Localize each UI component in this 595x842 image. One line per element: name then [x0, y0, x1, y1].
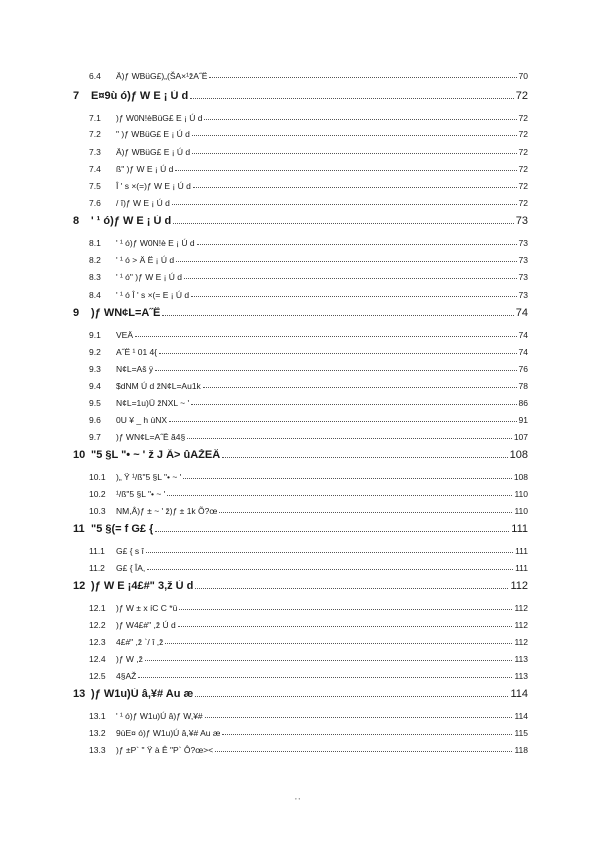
toc-entry-title: )ƒ W4£#" ,ž Ú d: [116, 620, 176, 630]
dot-leader: [135, 336, 517, 337]
toc-entry-page: 113: [514, 671, 528, 681]
toc-entry-page: 73: [518, 238, 528, 248]
toc-entry-page: 70: [518, 71, 528, 81]
dot-leader: [167, 495, 512, 496]
toc-entry-title: N¢L=Aš ÿ: [116, 364, 154, 374]
dot-leader: [178, 626, 513, 627]
toc-entry-number: 13: [73, 688, 86, 700]
toc-entry-title: G£ { s î: [116, 546, 144, 556]
toc-entry-number: 12: [73, 580, 86, 592]
dot-leader: [138, 677, 512, 678]
toc-entry-number: 9.4: [89, 381, 101, 391]
toc-section-entry[interactable]: [89, 546, 528, 556]
toc-section-entry[interactable]: [89, 71, 528, 81]
toc-entry-number: 6.4: [89, 71, 101, 81]
toc-entry-title: )ƒ W E ¡4£#" 3,ž Ú d: [91, 580, 194, 592]
toc-section-entry[interactable]: [89, 147, 528, 157]
toc-section-entry[interactable]: [89, 620, 528, 630]
toc-section-entry[interactable]: [89, 506, 528, 516]
dot-leader: [179, 609, 512, 610]
toc-section-entry[interactable]: [89, 238, 528, 248]
toc-entry-title: 4£#" ,ž `/ î ,ž: [116, 637, 164, 647]
toc-section-entry[interactable]: [89, 415, 528, 425]
toc-entry-page: 72: [518, 147, 528, 157]
toc-entry-title: ß" )ƒ W E ¡ Ú d: [116, 164, 174, 174]
toc-entry-number: 8.2: [89, 255, 101, 265]
toc-entry-number: 12.3: [89, 637, 106, 647]
toc-entry-page: 72: [518, 129, 528, 139]
dot-leader: [183, 478, 511, 479]
toc-entry-number: 8.3: [89, 272, 101, 282]
toc-entry-page: 73: [518, 290, 528, 300]
toc-entry-page: 111: [515, 546, 528, 556]
page-footer: ' ': [295, 798, 300, 805]
toc-section-entry[interactable]: [89, 272, 528, 282]
toc-entry-title: )ƒ WN¢L=A˝Ë: [91, 307, 161, 319]
toc-entry-page: 113: [514, 654, 528, 664]
toc-entry-page: 112: [514, 620, 528, 630]
dot-leader: [184, 278, 516, 279]
toc-section-entry[interactable]: [89, 728, 528, 738]
toc-entry-page: 110: [514, 489, 528, 499]
toc-entry-page: 78: [518, 381, 528, 391]
toc-entry-page: 72: [518, 198, 528, 208]
dot-leader: [222, 457, 507, 458]
toc-section-entry[interactable]: [89, 364, 528, 374]
toc-entry-page: 112: [514, 637, 528, 647]
toc-section-entry[interactable]: [89, 489, 528, 499]
toc-entry-page: 76: [518, 364, 528, 374]
toc-section-entry[interactable]: [89, 603, 528, 613]
dot-leader: [165, 643, 512, 644]
toc-entry-number: 10.2: [89, 489, 106, 499]
toc-entry-title: ' ¹ ó)ƒ W0N!è E ¡ Ú d: [116, 238, 195, 248]
toc-entry-number: 8.1: [89, 238, 101, 248]
toc-section-entry[interactable]: [89, 164, 528, 174]
toc-entry-title: "5 §(= f G£ {: [91, 523, 154, 535]
toc-entry-page: 114: [514, 711, 528, 721]
toc-entry-number: 11: [73, 523, 85, 535]
toc-entry-title: Ä)ƒ WBüG£)„(ŠA×¹žA˝Ë: [116, 71, 208, 81]
toc-entry-page: 110: [514, 506, 528, 516]
toc-entry-page: 74: [518, 330, 528, 340]
toc-entry-number: 7.1: [89, 113, 101, 123]
toc-entry-number: 7: [73, 90, 80, 102]
toc-entry-title: / î)ƒ W E ¡ Ú d: [116, 198, 170, 208]
toc-entry-page: 72: [518, 113, 528, 123]
toc-entry-number: 7.2: [89, 129, 101, 139]
dot-leader: [192, 135, 517, 136]
dot-leader: [175, 170, 516, 171]
toc-entry-number: 10: [73, 449, 86, 461]
dot-leader: [204, 119, 516, 120]
toc-entry-number: 12.5: [89, 671, 106, 681]
toc-entry-title: VEÄ: [116, 330, 134, 340]
dot-leader: [159, 353, 516, 354]
toc-entry-number: 13.1: [89, 711, 106, 721]
toc-section-entry[interactable]: [89, 113, 528, 123]
toc-section-entry[interactable]: [89, 637, 528, 647]
toc-entry-number: 11.1: [89, 546, 105, 556]
toc-entry-number: 13.2: [89, 728, 106, 738]
toc-section-entry[interactable]: [89, 671, 528, 681]
toc-entry-title: )ƒ W ± x íC C *ü: [116, 603, 178, 613]
dot-leader: [222, 734, 512, 735]
dot-leader: [209, 77, 516, 78]
toc-entry-title: ' ¹ ó)ƒ W E ¡ Ú d: [91, 215, 172, 227]
toc-entry-number: 7.3: [89, 147, 101, 157]
dot-leader: [192, 153, 516, 154]
toc-chapter-entry[interactable]: [73, 90, 528, 102]
dot-leader: [197, 244, 517, 245]
toc-entry-page: 114: [510, 688, 528, 700]
toc-entry-number: 12.4: [89, 654, 106, 664]
toc-entry-page: 86: [518, 398, 528, 408]
toc-entry-page: 73: [518, 255, 528, 265]
toc-entry-number: 9.3: [89, 364, 101, 374]
toc-entry-page: 74: [518, 347, 528, 357]
dot-leader: [191, 404, 516, 405]
toc-entry-number: 10.1: [89, 472, 106, 482]
toc-entry-title: ' ¹ ó > Ä Ë ¡ Ú d: [116, 255, 175, 265]
toc-entry-number: 7.4: [89, 164, 101, 174]
dot-leader: [146, 552, 513, 553]
toc-entry-number: 9.7: [89, 432, 101, 442]
toc-entry-title: )ƒ W1u)Ú â,¥# Au æ: [91, 688, 194, 700]
toc-entry-title: E¤9ù ó)ƒ W E ¡ Ú d: [91, 90, 189, 102]
toc-entry-title: "5 §L "• ~ ' ž J Ã> ûAŽEÄ: [91, 449, 221, 461]
toc-entry-title: 4§AŽ: [116, 671, 137, 681]
toc-section-entry[interactable]: [89, 381, 528, 391]
toc-entry-page: 108: [513, 472, 528, 482]
toc-entry-title: Î ' s ×(=)ƒ W E ¡ Ú d: [116, 181, 191, 191]
toc-entry-title: A˝Ë ¹ 01 4{: [116, 347, 158, 357]
toc-entry-title: )ƒ ±P` " Ÿ à Ê "P` Ô?œ><: [116, 745, 214, 755]
toc-entry-page: 112: [510, 580, 528, 592]
toc-entry-title: NM,Â)ƒ ± ~ ' ž)ƒ ± 1k Õ?œ: [116, 506, 218, 516]
toc-section-entry[interactable]: [89, 654, 528, 664]
toc-entry-number: 12.2: [89, 620, 106, 630]
toc-chapter-entry[interactable]: [73, 688, 528, 700]
toc-entry-title: Ä)ƒ WBüG£ E ¡ Ú d: [116, 147, 191, 157]
toc-section-entry[interactable]: [89, 181, 528, 191]
toc-entry-page: 111: [515, 563, 528, 573]
toc-entry-page: 72: [518, 164, 528, 174]
toc-entry-number: 13.3: [89, 745, 106, 755]
toc-entry-number: 9.1: [89, 330, 101, 340]
toc-section-entry[interactable]: [89, 432, 528, 442]
toc-section-entry[interactable]: [89, 745, 528, 755]
toc-entry-page: 73: [515, 215, 528, 227]
toc-section-entry[interactable]: [89, 398, 528, 408]
toc-entry-title: )ƒ WN¢L=A˝Ë ã4§: [116, 432, 186, 442]
toc-entry-title: ' ¹ ó" )ƒ W E ¡ Ú d: [116, 272, 183, 282]
toc-entry-page: 112: [514, 603, 528, 613]
toc-section-entry[interactable]: [89, 711, 528, 721]
dot-leader: [193, 187, 517, 188]
toc-section-entry[interactable]: [89, 198, 528, 208]
dot-leader: [203, 387, 517, 388]
dot-leader: [173, 223, 514, 224]
toc-entry-page: 107: [513, 432, 528, 442]
toc-entry-number: 9.6: [89, 415, 101, 425]
dot-leader: [147, 569, 513, 570]
toc-section-entry[interactable]: [89, 347, 528, 357]
toc-entry-number: 9.5: [89, 398, 101, 408]
toc-entry-title: ' ¹ ó)ƒ W1u)Ú â)ƒ W,¥#: [116, 711, 203, 721]
toc-entry-title: N¢L=1u)Ü žNXL ~ ': [116, 398, 190, 408]
toc-chapter-entry[interactable]: [73, 580, 528, 592]
toc-entry-number: 9: [73, 307, 80, 319]
toc-entry-title: " )ƒ WBüG£ E ¡ Ú d: [116, 129, 190, 139]
toc-entry-title: ¹/ß"5 §L "• ~ ': [116, 489, 166, 499]
toc-entry-title: )ƒ W0N!èBüG£ E ¡ Ú d: [116, 113, 203, 123]
toc-entry-page: 118: [514, 745, 528, 755]
dot-leader: [219, 512, 512, 513]
toc-entry-title: )„ Ÿ ¹/ß"5 §L "• ~ ': [116, 472, 182, 482]
toc-entry-page: 108: [509, 449, 528, 461]
dot-leader: [162, 315, 513, 316]
toc-section-entry[interactable]: [89, 129, 528, 139]
toc-entry-title: ' ¹ ó Î ' s ×(= E ¡ Ú d: [116, 290, 190, 300]
toc-entry-page: 72: [515, 90, 528, 102]
toc-entry-page: 115: [514, 728, 528, 738]
toc-section-entry[interactable]: [89, 255, 528, 265]
toc-entry-page: 111: [511, 523, 528, 535]
toc-section-entry[interactable]: [89, 330, 528, 340]
toc-section-entry[interactable]: [89, 563, 528, 573]
toc-entry-page: 74: [515, 307, 528, 319]
toc-chapter-entry[interactable]: [73, 307, 528, 319]
toc-chapter-entry[interactable]: [73, 215, 528, 227]
toc-entry-page: 73: [518, 272, 528, 282]
dot-leader: [190, 98, 514, 99]
dot-leader: [155, 370, 516, 371]
toc-chapter-entry[interactable]: [73, 449, 528, 461]
dot-leader: [195, 696, 508, 697]
toc-entry-number: 8: [73, 215, 80, 227]
toc-entry-title: )ƒ W ,ž: [116, 654, 143, 664]
toc-entry-number: 10.3: [89, 506, 106, 516]
toc-entry-number: 11.2: [89, 563, 105, 573]
dot-leader: [155, 531, 509, 532]
toc-entry-page: 91: [518, 415, 528, 425]
toc-entry-number: 12.1: [89, 603, 106, 613]
toc-chapter-entry[interactable]: [73, 523, 528, 535]
dot-leader: [176, 261, 516, 262]
toc-entry-page: 72: [518, 181, 528, 191]
toc-section-entry[interactable]: [89, 290, 528, 300]
toc-entry-number: 7.5: [89, 181, 101, 191]
toc-entry-title: G£ { ÎA,: [116, 563, 146, 573]
toc-entry-number: 9.2: [89, 347, 101, 357]
dot-leader: [195, 588, 508, 589]
toc-entry-number: 8.4: [89, 290, 101, 300]
dot-leader: [205, 717, 513, 718]
dot-leader: [215, 751, 512, 752]
toc-entry-title: 0U ¥ _ h ùNX: [116, 415, 168, 425]
dot-leader: [191, 296, 516, 297]
toc-entry-number: 7.6: [89, 198, 101, 208]
dot-leader: [145, 660, 513, 661]
dot-leader: [169, 421, 517, 422]
toc-entry-title: 9ùE¤ ó)ƒ W1u)Ú â,¥# Au æ: [116, 728, 221, 738]
dot-leader: [187, 438, 512, 439]
toc-section-entry[interactable]: [89, 472, 528, 482]
toc-entry-title: $dNM Ú d žN¢L=Au1k: [116, 381, 201, 391]
dot-leader: [172, 204, 517, 205]
